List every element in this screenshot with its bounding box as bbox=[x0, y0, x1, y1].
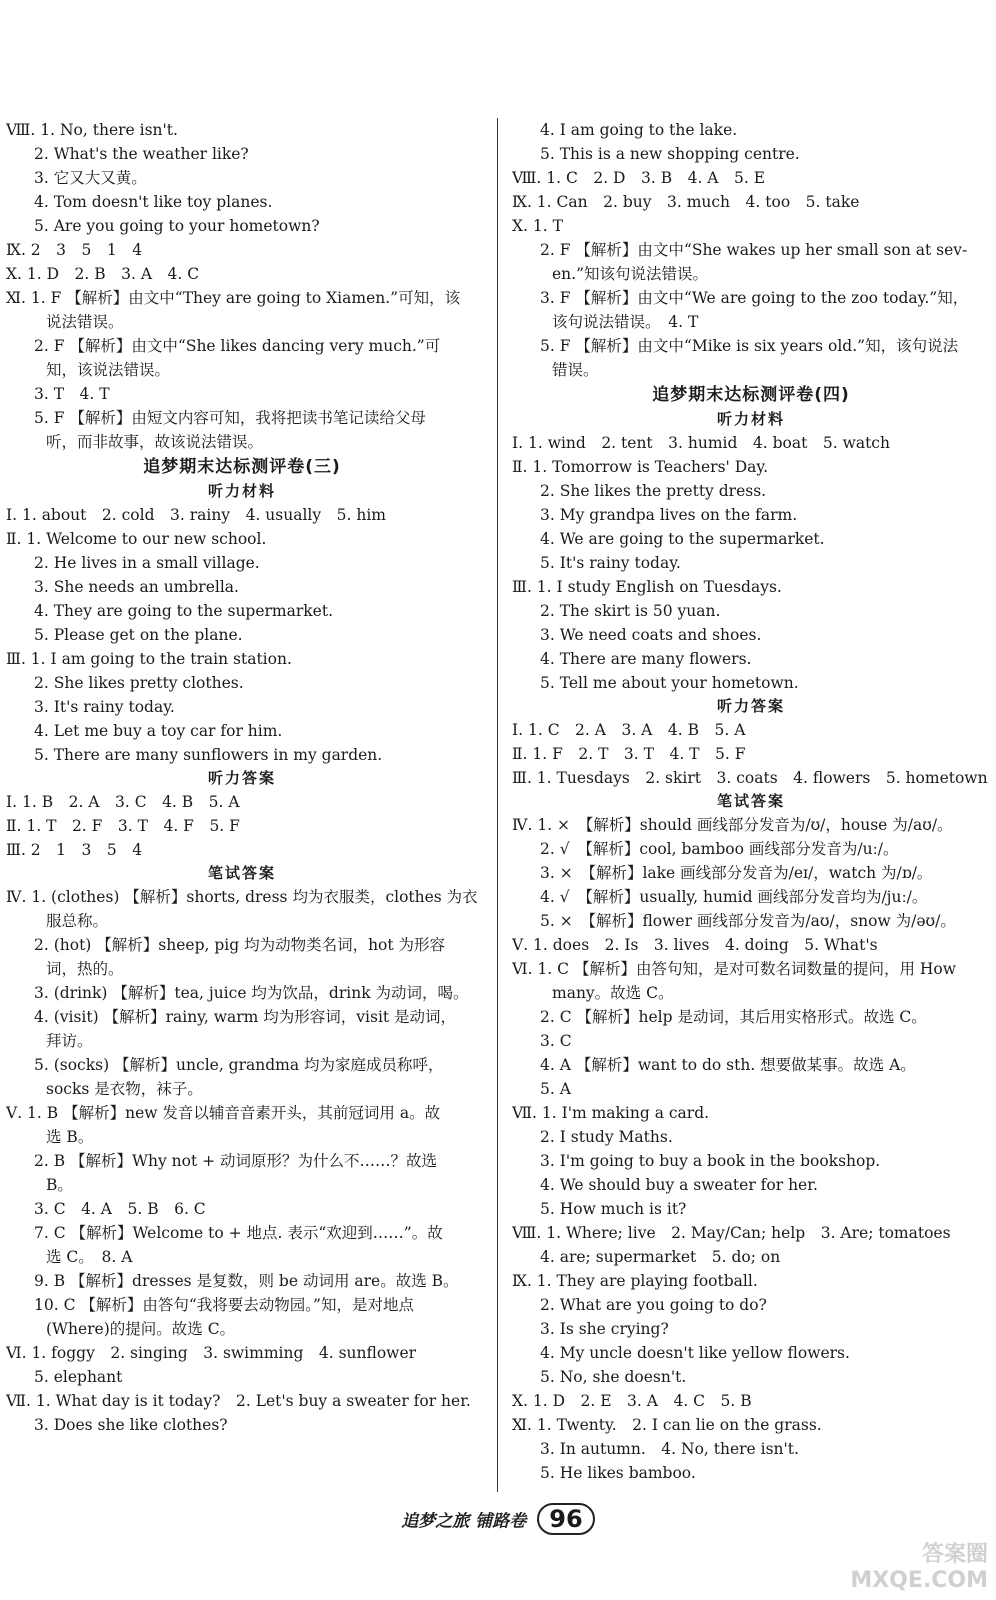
left-line: 2. What's the weather like? bbox=[34, 145, 249, 163]
left-line: 5. elephant bbox=[34, 1368, 123, 1386]
right-line: 该句说法错误。 4. T bbox=[552, 313, 699, 331]
left-line: 4. Tom doesn't like toy planes. bbox=[34, 193, 273, 211]
left-line: 选 B。 bbox=[46, 1128, 94, 1146]
right-line: 3. I'm going to buy a book in the bookshop. bbox=[540, 1152, 881, 1170]
right-line: Ⅹ. 1. D 2. E 3. A 4. C 5. B bbox=[512, 1392, 752, 1410]
right-line: 3. C bbox=[540, 1032, 572, 1050]
left-line: 3. T 4. T bbox=[34, 385, 110, 403]
left-line: 知，该说法错误。 bbox=[46, 361, 171, 379]
right-line: 4. We should buy a sweater for her. bbox=[540, 1176, 818, 1194]
right-line: 3. × 【解析】lake 画线部分发音为/eɪ/，watch 为/ɒ/。 bbox=[540, 864, 933, 882]
right-line: many。故选 C。 bbox=[552, 984, 674, 1002]
right-line: Ⅲ. 1. Tuesdays 2. skirt 3. coats 4. flowers 5. hometown bbox=[512, 769, 988, 787]
right-line: 5. × 【解析】flower 画线部分发音为/aʊ/，snow 为/əʊ/。 bbox=[540, 912, 956, 930]
left-line: B。 bbox=[46, 1176, 73, 1194]
right-line: 4. √ 【解析】usually, humid 画线部分发音均为/juː/。 bbox=[540, 888, 928, 906]
left-line: 7. C 【解析】Welcome to + 地点. 表示“欢迎到……”。故 bbox=[34, 1224, 443, 1242]
left-line: Ⅷ. 1. No, there isn't. bbox=[6, 121, 178, 139]
right-line: 2. C 【解析】help 是动词，其后用实格形式。故选 C。 bbox=[540, 1008, 927, 1026]
right-line: 5. F 【解析】由文中“Mike is six years old.”知，该句说法 bbox=[540, 337, 959, 355]
right-line: Ⅵ. 1. C 【解析】由答句知，是对可数名词数量的提问，用 How bbox=[512, 960, 956, 978]
right-line: 2. She likes the pretty dress. bbox=[540, 482, 767, 500]
left-line: 5. Please get on the plane. bbox=[34, 626, 243, 644]
watermark-url: MXQE.COM bbox=[850, 1568, 988, 1593]
left-line: 3. (drink) 【解析】tea, juice 均为饮品，drink 为动词，喝。 bbox=[34, 984, 469, 1002]
left-line: 4. Let me buy a toy car for him. bbox=[34, 722, 283, 740]
left-line: 4. (visit) 【解析】rainy, warm 均为形容词，visit 是动词， bbox=[34, 1008, 457, 1026]
right-line: 4. We are going to the supermarket. bbox=[540, 530, 825, 548]
left-line: 2. F 【解析】由文中“She likes dancing very much.”可 bbox=[34, 337, 441, 355]
column-divider bbox=[497, 118, 498, 1492]
right-line: Ⅰ. 1. wind 2. tent 3. humid 4. boat 5. watch bbox=[512, 434, 890, 452]
right-line: 4. There are many flowers. bbox=[540, 650, 752, 668]
right-line: Ⅷ. 1. Where; live 2. May/Can; help 3. Are; tomatoes bbox=[512, 1224, 951, 1242]
right-line: 5. He likes bamboo. bbox=[540, 1464, 696, 1482]
right-line: Ⅺ. 1. Twenty. 2. I can lie on the grass. bbox=[512, 1416, 822, 1434]
left-column bbox=[6, 118, 478, 1437]
left-line: 5. There are many sunflowers in my garden. bbox=[34, 746, 383, 764]
right-line: 3. My grandpa lives on the farm. bbox=[540, 506, 798, 524]
right-line: 4. A 【解析】want to do sth. 想要做某事。故选 A。 bbox=[540, 1056, 916, 1074]
subsection-title: 笔试答案 bbox=[716, 792, 785, 810]
section-title: 追梦期末达标测评卷(三) bbox=[143, 457, 341, 477]
right-line: 4. are; supermarket 5. do; on bbox=[540, 1248, 781, 1266]
left-line: 服总称。 bbox=[46, 912, 109, 930]
subsection-title: 听力材料 bbox=[716, 410, 785, 428]
left-line: Ⅵ. 1. foggy 2. singing 3. swimming 4. sunflower bbox=[6, 1344, 417, 1362]
left-line: Ⅶ. 1. What day is it today? 2. Let's buy a sweater for her. bbox=[6, 1392, 471, 1410]
left-line: 10. C 【解析】由答句“我将要去动物园。”知，是对地点 bbox=[34, 1296, 414, 1314]
left-line: Ⅴ. 1. B 【解析】new 发音以辅音音素开头，其前冠词用 a。故 bbox=[6, 1104, 441, 1122]
left-line: Ⅰ. 1. about 2. cold 3. rainy 4. usually 5. him bbox=[6, 506, 386, 524]
right-line: 5. Tell me about your hometown. bbox=[540, 674, 799, 692]
right-line: Ⅳ. 1. × 【解析】should 画线部分发音为/ʊ/，house 为/aʊ/。 bbox=[512, 816, 953, 834]
section-title: 追梦期末达标测评卷(四) bbox=[652, 385, 850, 405]
right-line: 2. F 【解析】由文中“She wakes up her small son at sev- bbox=[540, 241, 968, 259]
left-line: 听，而非故事，故该说法错误。 bbox=[46, 433, 264, 451]
right-line: 5. No, she doesn't. bbox=[540, 1368, 687, 1386]
left-line: (Where)的提问。故选 C。 bbox=[46, 1320, 236, 1338]
left-line: 5. F 【解析】由短文内容可知，我将把读书笔记读给父母 bbox=[34, 409, 426, 427]
right-column bbox=[512, 118, 990, 1485]
right-line: Ⅰ. 1. C 2. A 3. A 4. B 5. A bbox=[512, 721, 746, 739]
right-line: 5. How much is it? bbox=[540, 1200, 687, 1218]
right-line: Ⅷ. 1. C 2. D 3. B 4. A 5. E bbox=[512, 169, 766, 187]
right-line: 5. A bbox=[540, 1080, 571, 1098]
right-line: Ⅶ. 1. I'm making a card. bbox=[512, 1104, 710, 1122]
left-line: Ⅲ. 1. I am going to the train station. bbox=[6, 650, 292, 668]
right-line: 4. I am going to the lake. bbox=[540, 121, 738, 139]
footer-brand: 追梦之旅 铺路卷 bbox=[401, 1511, 527, 1532]
right-line: Ⅲ. 1. I study English on Tuesdays. bbox=[512, 578, 782, 596]
left-line: 5. Are you going to your hometown? bbox=[34, 217, 320, 235]
subsection-title: 听力材料 bbox=[207, 482, 276, 500]
left-line: Ⅱ. 1. T 2. F 3. T 4. F 5. F bbox=[6, 817, 240, 835]
right-line: 3. We need coats and shoes. bbox=[540, 626, 762, 644]
left-line: 9. B 【解析】dresses 是复数，则 be 动词用 are。故选 B。 bbox=[34, 1272, 459, 1290]
left-line: 3. She needs an umbrella. bbox=[34, 578, 239, 596]
left-line: 选 C。 8. A bbox=[46, 1248, 133, 1266]
left-line: 5. (socks) 【解析】uncle, grandma 均为家庭成员称呼， bbox=[34, 1056, 444, 1074]
left-line: 3. Does she like clothes? bbox=[34, 1416, 228, 1434]
right-line: Ⅸ. 1. Can 2. buy 3. much 4. too 5. take bbox=[512, 193, 860, 211]
left-line: 2. She likes pretty clothes. bbox=[34, 674, 244, 692]
subsection-title: 听力答案 bbox=[716, 697, 785, 715]
left-line: 2. He lives in a small village. bbox=[34, 554, 260, 572]
left-line: Ⅹ. 1. D 2. B 3. A 4. C bbox=[6, 265, 200, 283]
left-line: 2. (hot) 【解析】sheep, pig 均为动物类名词，hot 为形容 bbox=[34, 936, 446, 954]
left-line: 3. 它又大又黄。 bbox=[34, 169, 147, 187]
right-line: 3. F 【解析】由文中“We are going to the zoo today.”知， bbox=[540, 289, 969, 307]
watermark-text: 答案圈 bbox=[921, 1542, 988, 1567]
right-line: Ⅸ. 1. They are playing football. bbox=[512, 1272, 758, 1290]
left-line: 2. B 【解析】Why not + 动词原形？为什么不……？故选 bbox=[34, 1152, 438, 1170]
subsection-title: 听力答案 bbox=[207, 769, 276, 787]
left-line: Ⅰ. 1. B 2. A 3. C 4. B 5. A bbox=[6, 793, 240, 811]
left-line: socks 是衣物，袜子。 bbox=[46, 1080, 203, 1098]
right-line: 2. I study Maths. bbox=[540, 1128, 673, 1146]
right-line: en.”知该句说法错误。 bbox=[552, 265, 709, 283]
right-line: 5. This is a new shopping centre. bbox=[540, 145, 800, 163]
left-line: 3. It's rainy today. bbox=[34, 698, 175, 716]
subsection-title: 笔试答案 bbox=[207, 864, 276, 882]
right-line: 4. My uncle doesn't like yellow flowers. bbox=[540, 1344, 850, 1362]
right-line: Ⅹ. 1. T bbox=[512, 217, 563, 235]
watermark bbox=[850, 1542, 988, 1594]
left-line: Ⅺ. 1. F 【解析】由文中“They are going to Xiamen.”可知，该 bbox=[6, 289, 461, 307]
left-line: 4. They are going to the supermarket. bbox=[34, 602, 333, 620]
right-line: 3. Is she crying? bbox=[540, 1320, 669, 1338]
left-line: 说法错误。 bbox=[46, 313, 124, 331]
page-footer bbox=[0, 1503, 996, 1547]
left-line: 词，热的。 bbox=[46, 960, 124, 978]
right-line: Ⅱ. 1. F 2. T 3. T 4. T 5. F bbox=[512, 745, 746, 763]
right-line: Ⅴ. 1. does 2. Is 3. lives 4. doing 5. What's bbox=[512, 936, 878, 954]
left-line: Ⅳ. 1. (clothes) 【解析】shorts, dress 均为衣服类，clothes 为衣 bbox=[6, 888, 478, 906]
left-line: Ⅲ. 2 1 3 5 4 bbox=[6, 841, 143, 859]
right-line: 2. √ 【解析】cool, bamboo 画线部分发音为/uː/。 bbox=[540, 840, 899, 858]
right-line: Ⅱ. 1. Tomorrow is Teachers' Day. bbox=[512, 458, 769, 476]
left-line: Ⅸ. 2 3 5 1 4 bbox=[6, 241, 143, 259]
right-line: 5. It's rainy today. bbox=[540, 554, 681, 572]
right-line: 错误。 bbox=[552, 361, 599, 379]
right-line: 2. The skirt is 50 yuan. bbox=[540, 602, 721, 620]
left-line: 3. C 4. A 5. B 6. C bbox=[34, 1200, 206, 1218]
right-line: 2. What are you going to do? bbox=[540, 1296, 767, 1314]
left-line: Ⅱ. 1. Welcome to our new school. bbox=[6, 530, 267, 548]
right-line: 3. In autumn. 4. No, there isn't. bbox=[540, 1440, 799, 1458]
left-line: 拜访。 bbox=[46, 1032, 93, 1050]
page-number: 96 bbox=[537, 1503, 594, 1535]
